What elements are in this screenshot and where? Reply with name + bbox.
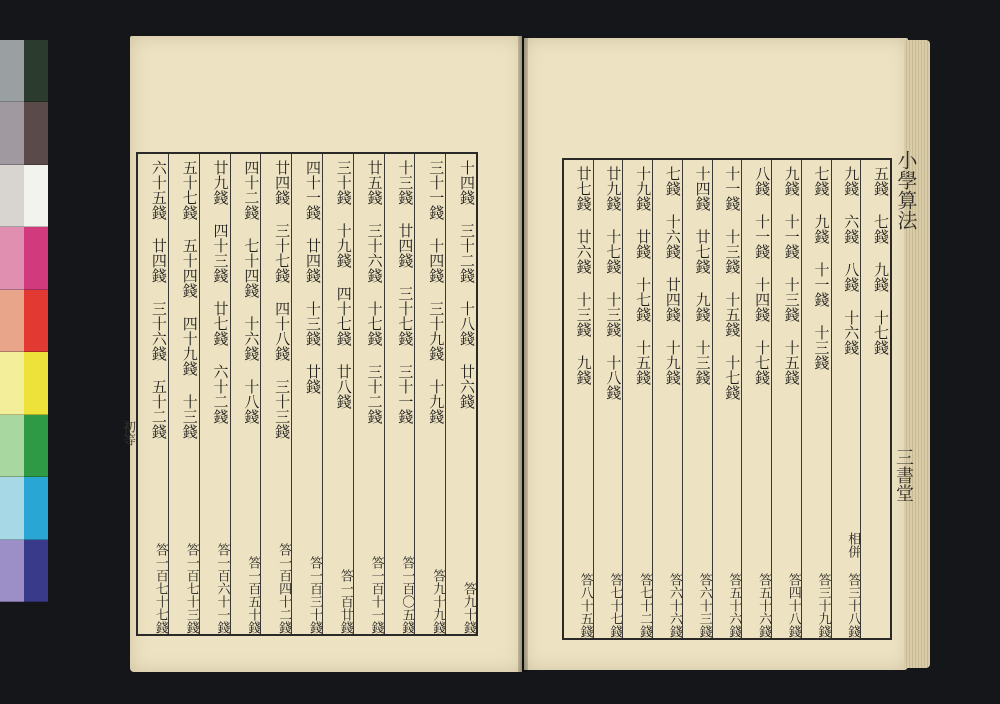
column-answer: 答一百五十錢 [245,556,261,634]
text-column [168,154,199,634]
text-column [353,154,384,634]
column-answer: 答六十六錢 [666,573,682,638]
text-column [138,154,168,634]
column-items: 廿九錢 四十三錢 廿七錢 六十二錢 [211,160,230,424]
color-swatch [24,352,48,414]
column-answer: 答四十八錢 [785,573,801,638]
column-answer: 答五十六錢 [756,573,772,638]
text-column [199,154,230,634]
color-swatch [24,40,48,102]
column-answer: 答一百〇五錢 [399,556,415,634]
text-column [622,160,652,638]
column-items: 廿五錢 三十六錢 十七錢 三十二錢 [365,160,384,424]
text-column [414,154,445,634]
column-items: 六十五錢 廿四錢 三十六錢 五十二錢 [149,160,168,439]
color-swatch [24,540,48,602]
color-swatch [0,415,24,477]
column-answer: 答一百七十七錢 [152,543,168,634]
publisher-label: 三書堂 [893,448,914,502]
color-swatch [24,165,48,227]
color-swatch [0,40,24,102]
column-items: 十一錢 十三錢 十五錢 十七錢 [723,166,742,400]
color-swatch [0,540,24,602]
column-answer: 答五十六錢 [726,573,742,638]
text-column [230,154,261,634]
text-column [652,160,682,638]
text-column [260,154,291,634]
column-items: 七錢 十六錢 廿四錢 十九錢 [663,166,682,385]
column-items: 廿九錢 十七錢 十三錢 十八錢 [604,166,623,400]
column-items: 廿七錢 廿六錢 十三錢 九錢 [574,166,593,385]
column-items: 三十一錢 十四錢 三十九錢 十九錢 [427,160,446,424]
book-gutter [518,36,528,672]
color-swatch [0,165,24,227]
column-answer: 答一百十一錢 [368,556,384,634]
column-answer: 答九十錢 [461,582,476,634]
column-items: 廿四錢 三十七錢 四十八錢 三十三錢 [273,160,292,439]
column-items: 四十二錢 七十四錢 十六錢 十八錢 [242,160,261,424]
column-answer: 答一百廿錢 [337,569,353,634]
color-swatch [0,102,24,164]
text-column [322,154,353,634]
color-swatch [0,477,24,539]
left-margin-text: 初等 [120,420,135,446]
text-column [860,160,890,638]
column-answer: 答一百七十三錢 [183,543,199,634]
left-text-frame [136,152,478,636]
text-column [593,160,623,638]
color-swatch [24,227,48,289]
color-swatch [24,477,48,539]
column-items: 五錢 七錢 九錢 十七錢 [872,166,890,355]
right-text-frame [562,158,892,640]
column-items: 九錢 十一錢 十三錢 十五錢 [782,166,801,385]
color-calibration-strip [0,40,48,602]
color-swatch [24,102,48,164]
column-items: 十四錢 廿七錢 九錢 十三錢 [693,166,712,385]
color-swatch [0,290,24,352]
column-answer: 答七十七錢 [607,573,623,638]
column-answer: 相併 答三十八錢 [845,532,861,638]
color-swatch [0,352,24,414]
column-items: 十三錢 廿四錢 三十七錢 三十一錢 [396,160,415,424]
text-column [445,154,476,634]
column-answer: 答七十二錢 [637,573,653,638]
text-column [682,160,712,638]
text-column [801,160,831,638]
column-items: 三十錢 十九錢 四十七錢 廿八錢 [334,160,353,409]
text-column [741,160,771,638]
text-column [291,154,322,634]
column-items: 七錢 九錢 十一錢 十三錢 [812,166,831,370]
column-items: 五十七錢 五十四錢 四十九錢 十三錢 [180,160,199,439]
right-spine-title: 小學算法 [894,150,918,230]
text-column [384,154,415,634]
column-answer: 答一百四十二錢 [276,543,292,634]
color-swatch [24,290,48,352]
text-column [564,160,593,638]
text-column [712,160,742,638]
color-swatch [0,227,24,289]
column-answer: 答三十九錢 [815,573,831,638]
column-answer: 答一百六十一錢 [214,543,230,634]
page-edges [904,40,930,668]
text-column [771,160,801,638]
text-column [831,160,861,638]
column-items: 四十一錢 廿四錢 十三錢 廿錢 [303,160,322,394]
column-answer: 答九十九錢 [430,569,446,634]
column-answer: 答一百三十錢 [306,556,322,634]
column-items: 十四錢 三十二錢 十八錢 廿六錢 [458,160,476,409]
column-items: 九錢 六錢 八錢 十六錢 [842,166,861,355]
column-items: 八錢 十一錢 十四錢 十七錢 [753,166,772,385]
column-answer: 答八十五錢 [577,573,593,638]
column-items: 十九錢 廿錢 十七錢 十五錢 [634,166,653,385]
color-swatch [24,415,48,477]
column-answer: 答六十三錢 [696,573,712,638]
